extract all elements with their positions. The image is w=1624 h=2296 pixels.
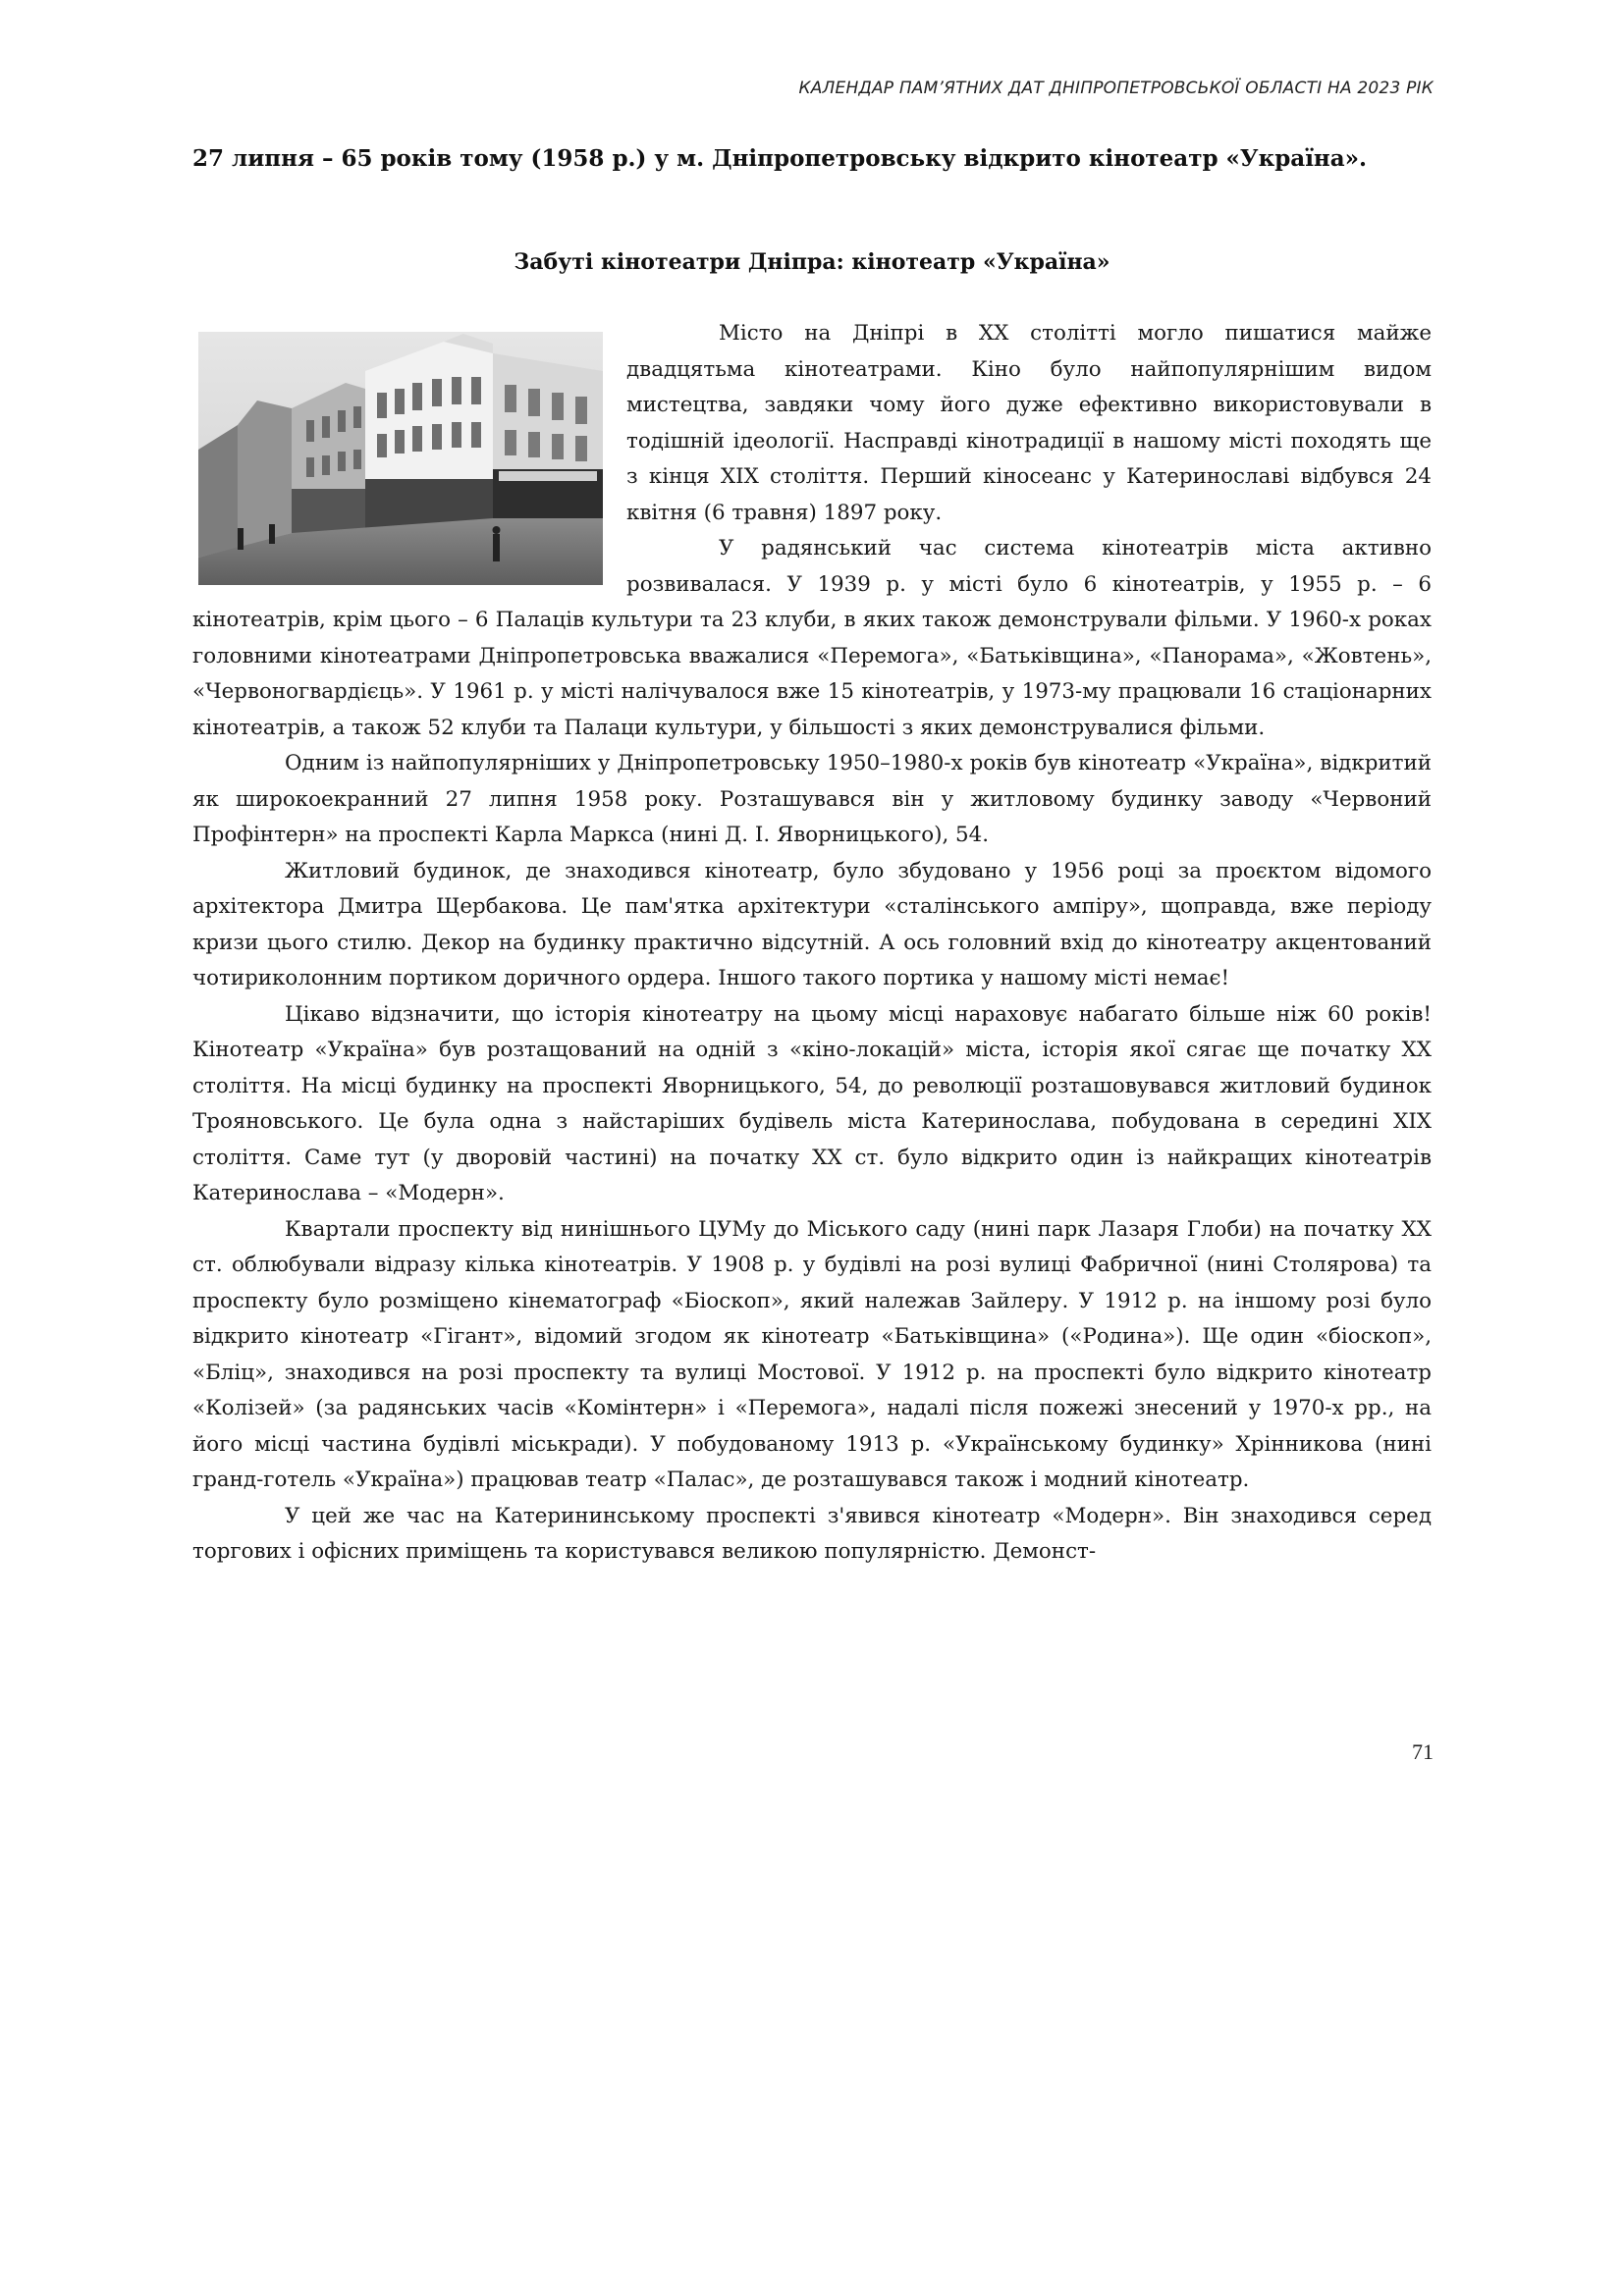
paragraph-3: Одним із найпопулярніших у Дніпропетровську 1950–1980-х років був кінотеатр «Україна», відкритий як широкоекранний 27 липня 1958 року. Розташувався він у житловому будинку заводу «Червоний Профінтерн» на проспекті Карла Маркса (нині Д. І. Яворницького), 54.: [192, 751, 1432, 847]
paragraph-2: У радянський час система кінотеатрів міста активно розвивалася. У 1939 р. у місті було 6 кінотеатрів, у 1955 р. – 6 кінотеатрів, крім цього – 6 Палаців культури та 23 клуби, в яких також демонстрували фільми. У 1960-х роках головними кінотеатрами Дніпропетровська вважалися «Перемога», «Батьківщина», «Панорама», «Жовтень», «Червоногвардієць». У 1961 р. у місті налічувалося вже 15 кінотеатрів, у 1973-му працювали 16 стаціонарних кінотеатрів, а також 52 клуби та Палаци культури, у більшості з яких демонструвалися фільми.: [192, 536, 1432, 740]
running-header: КАЛЕНДАР ПАМ’ЯТНИХ ДАТ ДНІПРОПЕТРОВСЬКОЇ ОБЛАСТІ НА 2023 РІК: [798, 79, 1434, 98]
event-title: 27 липня – 65 років тому (1958 р.) у м. Дніпропетровську відкрито кінотеатр «Україна».: [192, 145, 1368, 172]
historic-street-photo: [198, 332, 603, 585]
paragraph-5: Цікаво відзначити, що історія кінотеатру на цьому місці нараховує набагато більше ніж 60 років! Кінотеатр «Україна» був розтащований на одній з «кіно-локацій» міста, історія якої сягає ще початку ХХ століття. На місці будинку на проспекті Яворницького, 54, до революції розташовувався житловий будинок Трояновського. Це була одна з найстаріших будівель міста Катеринослава, побудована в середині XIX століття. Саме тут (у дворовій частині) на початку ХХ ст. було відкрито один із найкращих кінотеатрів Катеринослава – «Модерн».: [192, 1001, 1432, 1205]
article-body: [192, 316, 1432, 1571]
paragraph-4: Житловий будинок, де знаходився кінотеатр, було збудовано у 1956 році за проєктом відомого архітектора Дмитра Щербакова. Це пам'ятка архітектури «сталінського ампіру», щоправда, вже періоду кризи цього стилю. Декор на будинку практично відсутній. А ось головний вхід до кінотеатру акцентований чотириколонним портиком доричного ордера. Іншого такого портика у нашому місті немає!: [192, 858, 1432, 990]
paragraph-1: Місто на Дніпрі в ХХ столітті могло пишатися майже двадцятьма кінотеатрами. Кіно було найпопулярнішим видом мистецтва, завдяки чому його дуже ефективно використовували в тодішній ідеології. Насправді кінотрадиції в нашому місті походять ще з кінця ХІХ століття. Перший кіносеанс у Катеринославі відбувся 24 квітня (6 травня) 1897 року.: [626, 321, 1432, 525]
article-title: Забуті кінотеатри Дніпра: кінотеатр «Україна»: [514, 249, 1110, 275]
paragraph-7: У цей же час на Катерининському проспекті з'явився кінотеатр «Модерн». Він знаходився серед торгових і офісних приміщень та користувався великою популярністю. Демонст-: [192, 1503, 1432, 1564]
paragraph-6: Квартали проспекту від нинішнього ЦУМу до Міського саду (нині парк Лазаря Глоби) на початку ХХ ст. облюбували відразу кілька кінотеатрів. У 1908 р. у будівлі на розі вулиці Фабричної (нині Столярова) та проспекту було розміщено кінематограф «Біоскоп», який належав Зайлеру. У 1912 р. на іншому розі було відкрито кінотеатр «Гігант», відомий згодом як кінотеатр «Батьківщина» («Родина»). Ще один «біоскоп», «Бліц», знаходився на розі проспекту та вулиці Мостової. У 1912 р. на проспекті було відкрито кінотеатр «Колізей» (за радянських часів «Комінтерн» і «Перемога», надалі після пожежі знесений у 1970-х рр., на його місці частина будівлі міськради). У побудованому 1913 р. «Українському будинку» Хрінникова (нині гранд-готель «Україна») працював театр «Палас», де розташувався також і модний кінотеатр.: [192, 1216, 1432, 1492]
photo-illustration: [198, 332, 603, 585]
page-number: 71: [1412, 1739, 1434, 1764]
